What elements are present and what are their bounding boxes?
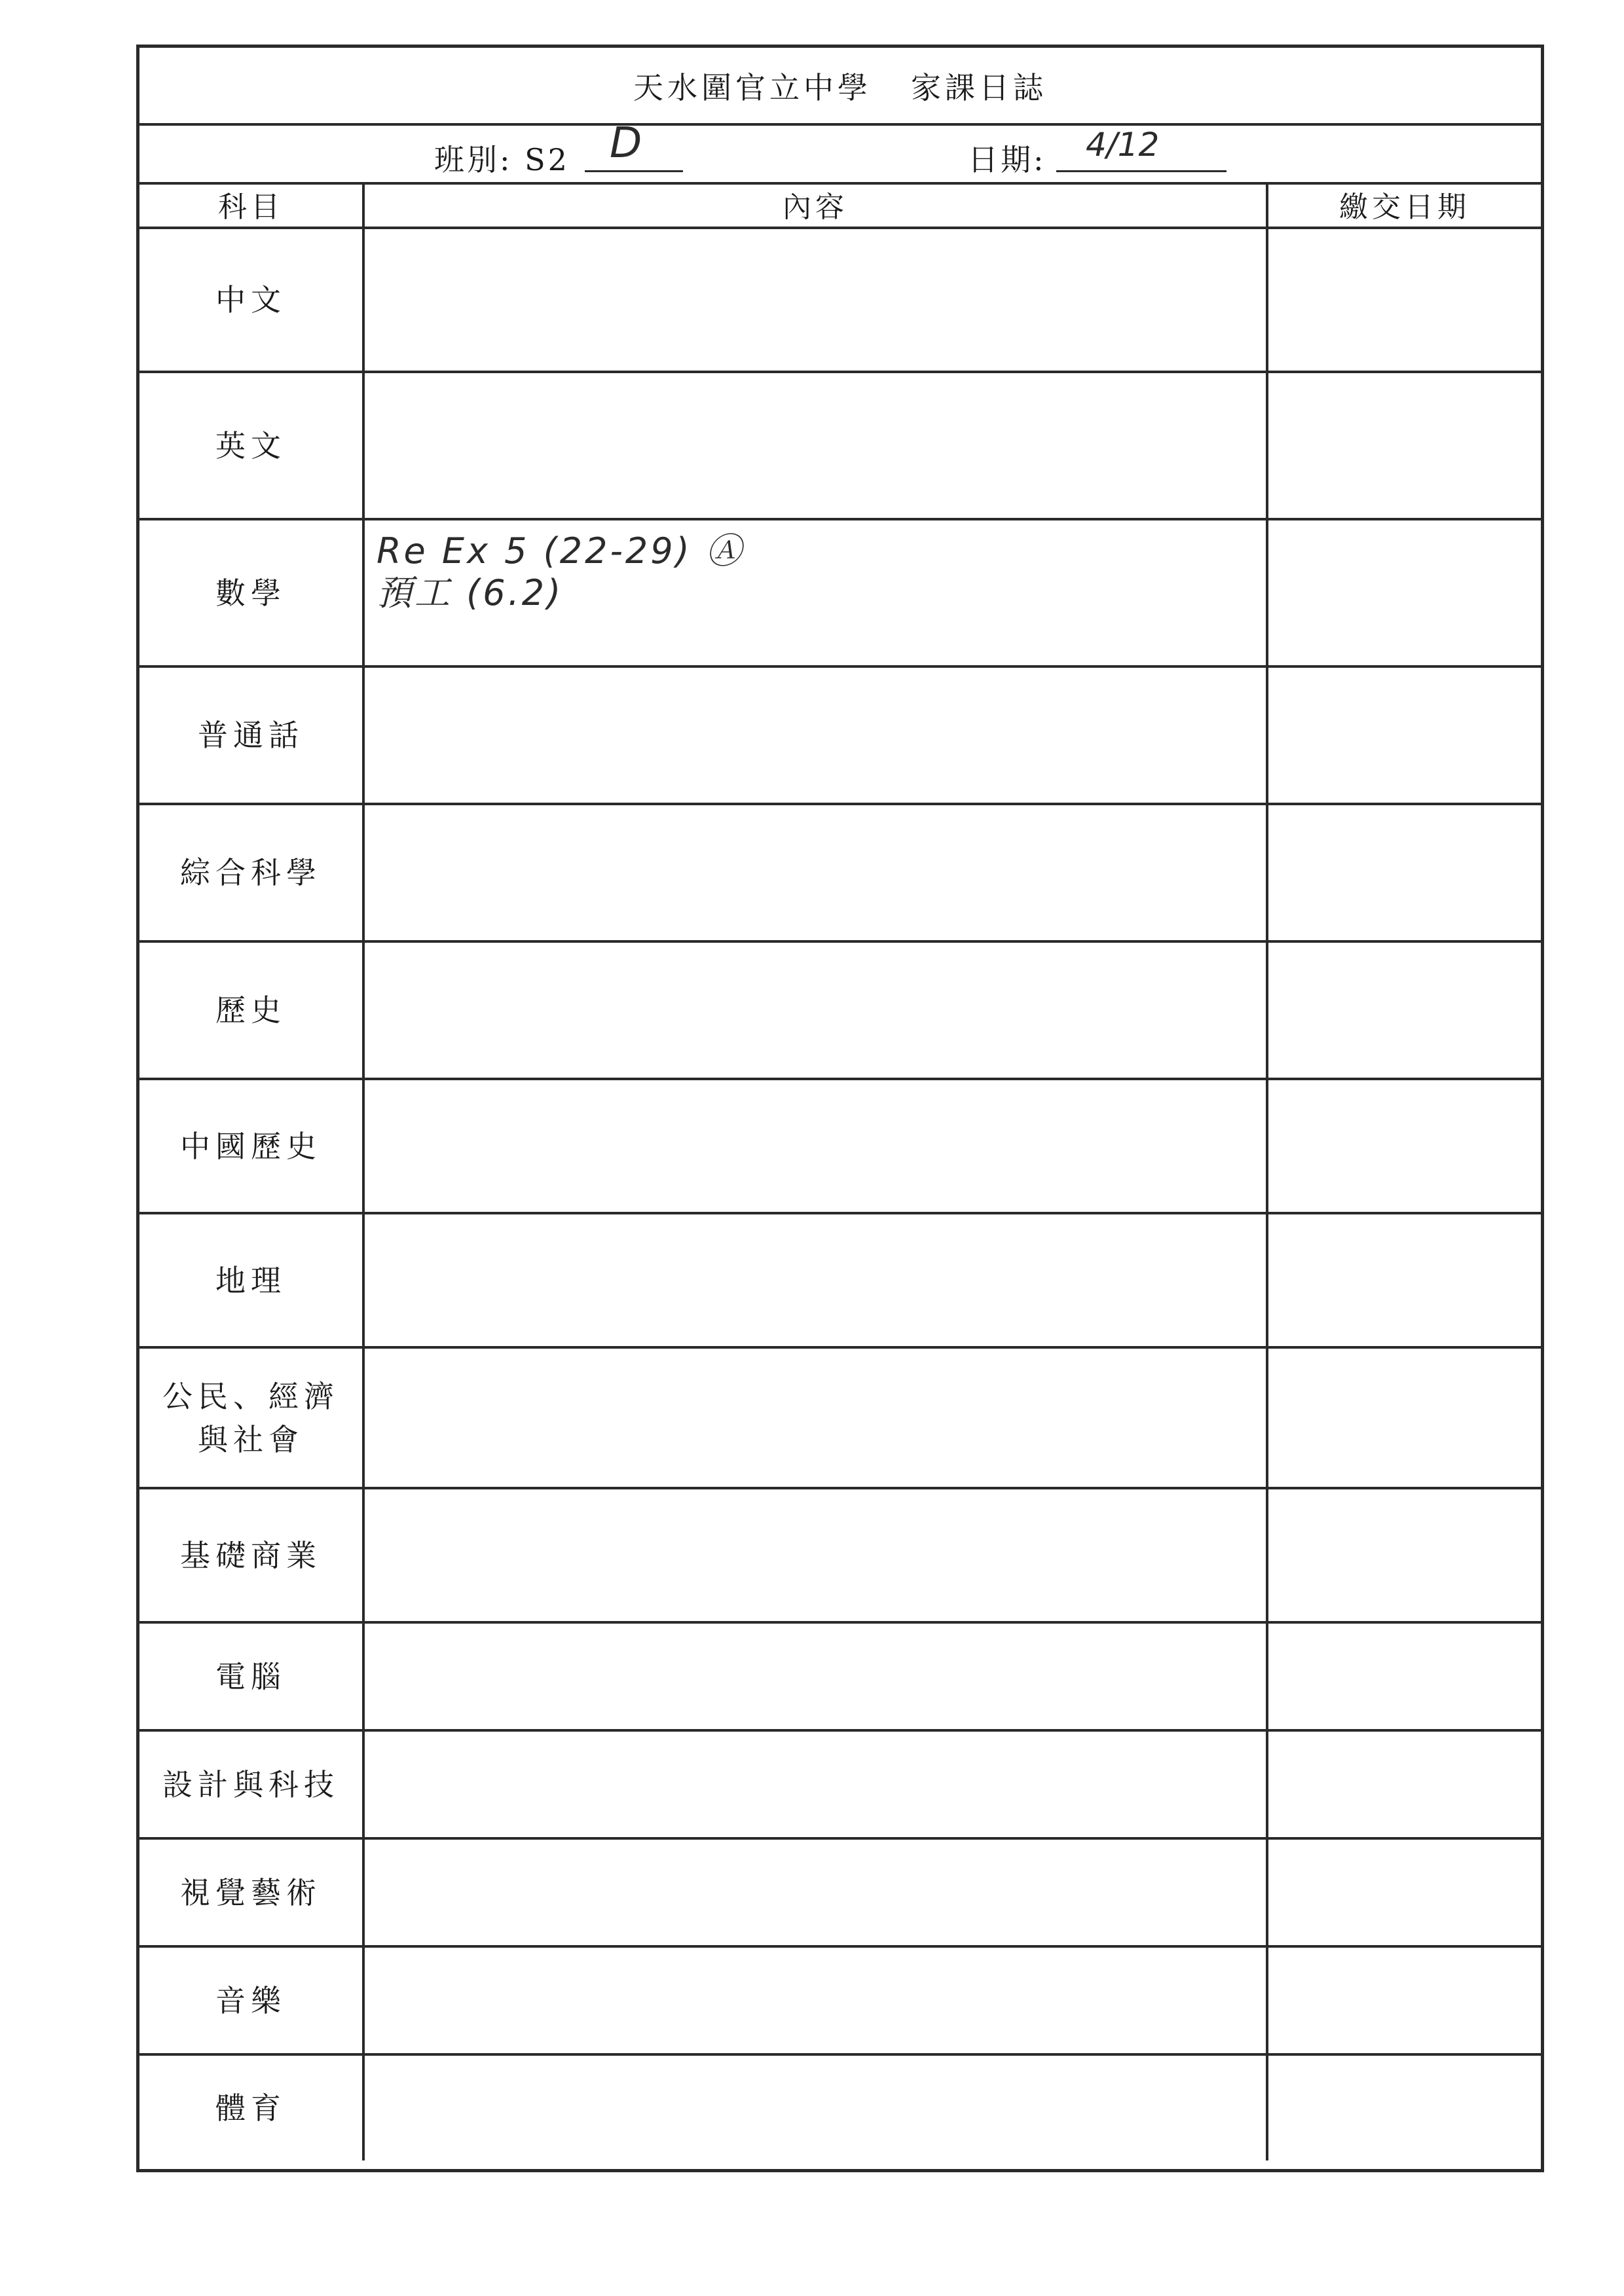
table-row <box>139 668 1541 805</box>
due-date-cell[interactable] <box>1266 2056 1541 2160</box>
content-cell[interactable] <box>362 520 1266 665</box>
header-content: 內容 <box>362 182 1266 229</box>
content-cell[interactable] <box>362 373 1266 518</box>
subject-cell: 地理 <box>215 1262 286 1298</box>
class-handwritten-value: D <box>610 119 642 168</box>
subject-cell: 基礎商業 <box>180 1537 322 1573</box>
table-row <box>139 1948 1541 2056</box>
table-row <box>139 1624 1541 1732</box>
table-row <box>139 1349 1541 1489</box>
content-cell[interactable] <box>362 1214 1266 1346</box>
table-row <box>139 943 1541 1080</box>
header-due-date: 繳交日期 <box>1266 182 1541 229</box>
content-cell[interactable] <box>362 1840 1266 1945</box>
content-cell[interactable] <box>362 229 1266 371</box>
subject-cell: 電腦 <box>215 1658 286 1694</box>
subject-cell: 數學 <box>215 575 286 611</box>
table-row <box>139 520 1541 668</box>
subject-cell: 普通話 <box>198 718 304 753</box>
table-row <box>139 1080 1541 1214</box>
due-date-cell[interactable] <box>1266 373 1541 518</box>
due-date-cell[interactable] <box>1266 1948 1541 2053</box>
content-cell[interactable] <box>362 1080 1266 1212</box>
handwritten-content-line: Re Ex 5 (22-29) Ⓐ <box>377 530 744 572</box>
table-row <box>139 805 1541 943</box>
table-row <box>139 229 1541 373</box>
date-handwritten-value: 4/12 <box>1086 126 1160 164</box>
diary-title: 家課日誌 <box>911 69 1047 105</box>
content-cell[interactable] <box>362 1349 1266 1487</box>
handwritten-content-line: 預工 (6.2) <box>377 572 564 613</box>
table-row <box>139 1732 1541 1840</box>
class-date-row <box>139 119 1541 185</box>
date-underline <box>1056 170 1227 172</box>
table-row <box>139 2056 1541 2160</box>
content-cell[interactable] <box>362 805 1266 940</box>
subject-cell: 中國歷史 <box>180 1128 322 1164</box>
date-label: 日期: <box>968 142 1046 177</box>
content-cell[interactable] <box>362 1732 1266 1837</box>
form-title <box>139 48 1541 126</box>
due-date-cell[interactable] <box>1266 1214 1541 1346</box>
due-date-cell[interactable] <box>1266 943 1541 1078</box>
subject-cell: 體育 <box>215 2090 286 2126</box>
subject-cell: 英文 <box>215 428 286 464</box>
content-cell[interactable] <box>362 1489 1266 1621</box>
class-label: 班別: S2 <box>434 142 570 177</box>
header-subject: 科目 <box>139 182 362 229</box>
due-date-cell[interactable] <box>1266 229 1541 371</box>
homework-diary-form <box>136 45 1544 2172</box>
due-date-cell[interactable] <box>1266 668 1541 803</box>
subject-cell: 音樂 <box>215 1982 286 2018</box>
due-date-cell[interactable] <box>1266 520 1541 665</box>
content-cell[interactable] <box>362 943 1266 1078</box>
subject-cell: 公民、經濟與社會 <box>162 1378 339 1457</box>
due-date-cell[interactable] <box>1266 1732 1541 1837</box>
content-cell[interactable] <box>362 2056 1266 2160</box>
school-name: 天水圍官立中學 <box>633 69 872 105</box>
due-date-cell[interactable] <box>1266 805 1541 940</box>
table-row <box>139 1489 1541 1624</box>
due-date-cell[interactable] <box>1266 1349 1541 1487</box>
subject-cell: 中文 <box>215 282 286 318</box>
due-date-cell[interactable] <box>1266 1080 1541 1212</box>
due-date-cell[interactable] <box>1266 1840 1541 1945</box>
subject-cell: 視覺藝術 <box>180 1874 322 1910</box>
subject-cell: 綜合科學 <box>180 855 322 890</box>
table-row <box>139 1840 1541 1948</box>
content-cell[interactable] <box>362 1624 1266 1729</box>
class-underline <box>585 170 683 172</box>
subject-cell: 設計與科技 <box>162 1766 339 1802</box>
homework-table <box>139 182 1541 2172</box>
content-cell[interactable] <box>362 668 1266 803</box>
subject-cell: 歷史 <box>215 993 286 1028</box>
content-cell[interactable] <box>362 1948 1266 2053</box>
table-row <box>139 373 1541 520</box>
due-date-cell[interactable] <box>1266 1489 1541 1621</box>
table-row <box>139 1214 1541 1349</box>
due-date-cell[interactable] <box>1266 1624 1541 1729</box>
